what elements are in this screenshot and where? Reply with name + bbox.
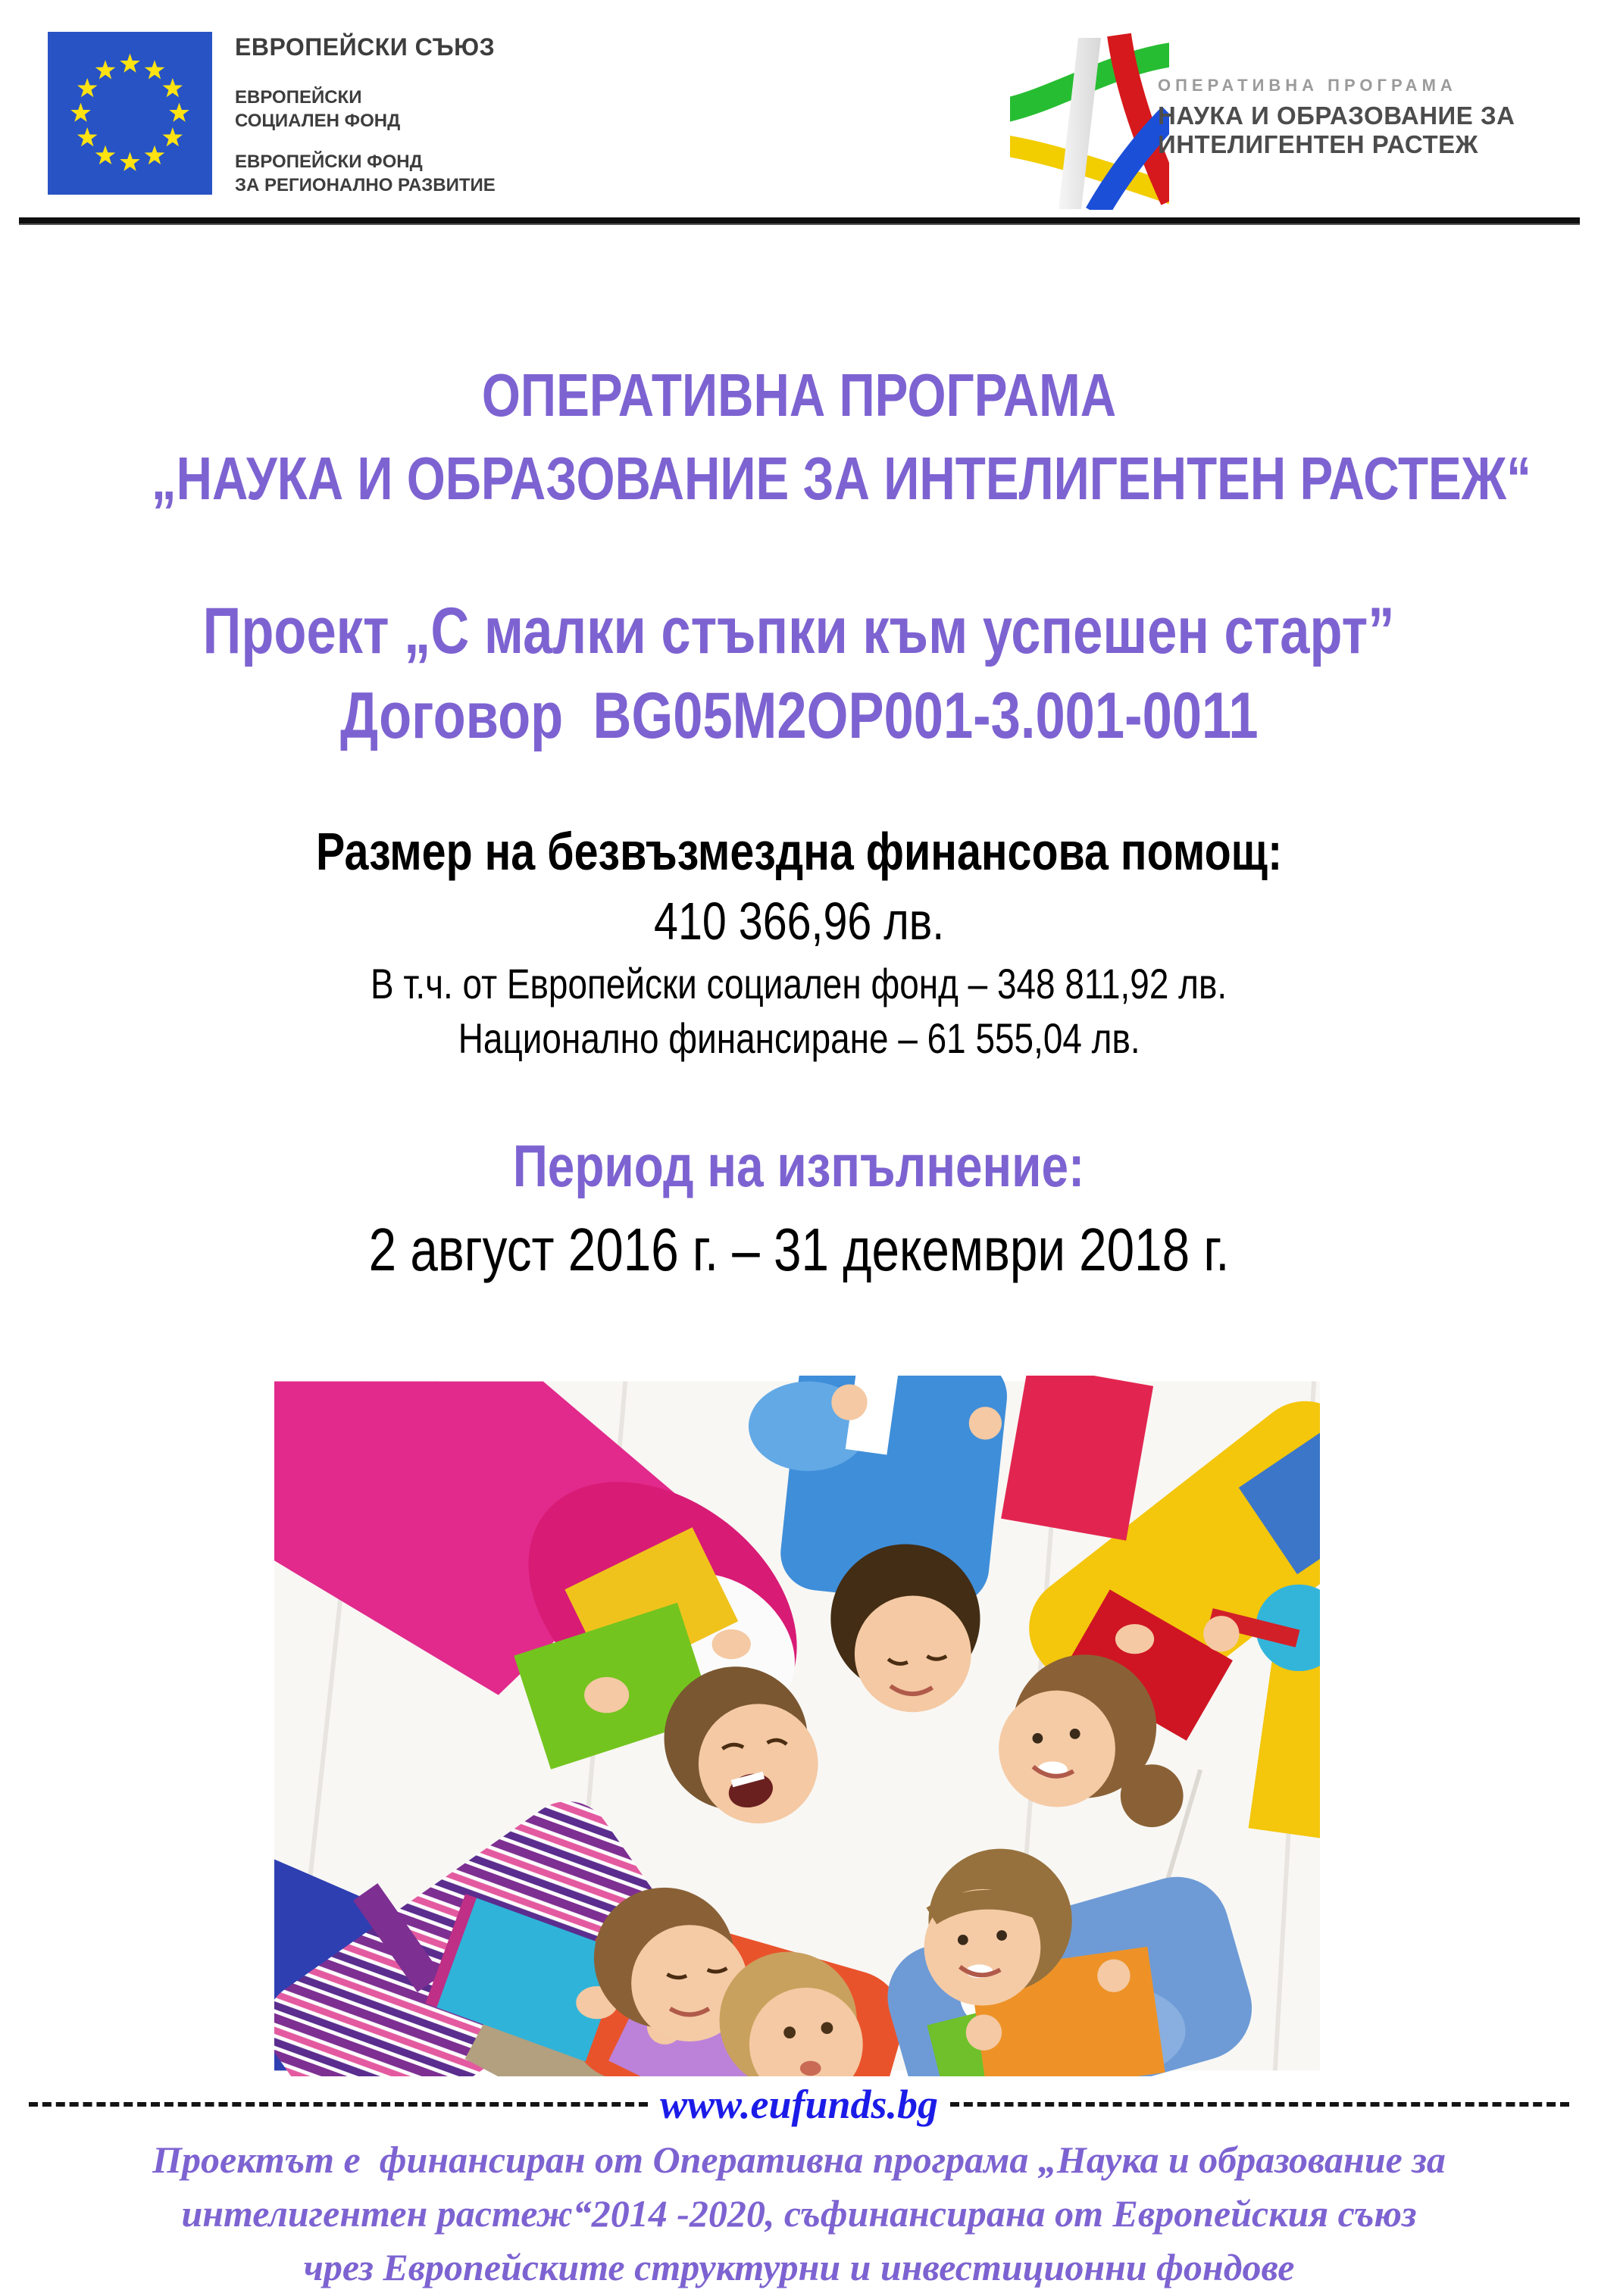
funding-disclaimer (0, 2133, 1598, 2294)
op-logo-title-line2: ИНТЕЛИГЕНТЕН РАСТЕЖ (1158, 130, 1478, 158)
contract-number: Договор BG05M2OP001-3.001-0011 (339, 679, 1259, 752)
dash-line-right (950, 2102, 1569, 2107)
op-logo-text (1158, 76, 1515, 159)
grant-esf-share: В т.ч. от Европейски социален фонд – 348 811,92 лв. (371, 960, 1227, 1007)
eu-union-label: ЕВРОПЕЙСКИ СЪЮЗ (235, 33, 496, 61)
disclaimer-line2: интелигентен растеж“2014 -2020, съфинансирана от Европейския съюз (181, 2192, 1417, 2235)
esf-label-line1: ЕВРОПЕЙСКИ (235, 87, 362, 108)
program-title-line1: ОПЕРАТИВНА ПРОГРАМА (481, 361, 1117, 429)
op-programme-logo-icon (1010, 17, 1169, 210)
eu-flag-icon (48, 32, 212, 195)
program-title-line2: „НАУКА И ОБРАЗОВАНИЕ ЗА ИНТЕЛИГЕНТЕН РАСТЕЖ“ (151, 445, 1531, 512)
period-heading: Период на изпълнение: (513, 1132, 1085, 1199)
erdf-label-line1: ЕВРОПЕЙСКИ ФОНД (235, 152, 423, 172)
grant-heading: Размер на безвъзмездна финансова помощ: (315, 822, 1283, 881)
children-photo (274, 1376, 1320, 2076)
period-value: 2 август 2016 г. – 31 декември 2018 г. (368, 1216, 1230, 1283)
eufunds-link[interactable]: www.eufunds.bg (659, 2082, 939, 2127)
erdf-label-line2: ЗА РЕГИОНАЛНО РАЗВИТИЕ (235, 175, 496, 195)
website-separator (29, 2080, 1569, 2129)
grant-national-share: Национално финансиране – 61 555,04 лв. (458, 1014, 1140, 1062)
grant-total: 410 366,96 лв. (653, 892, 945, 951)
dash-line-left (29, 2102, 648, 2107)
disclaimer-line1: Проектът е финансиран от Оперативна програма „Наука и образование за (152, 2138, 1446, 2181)
eu-logo-text (235, 33, 496, 197)
op-logo-small-label: ОПЕРАТИВНА ПРОГРАМА (1158, 76, 1457, 95)
project-title: Проект „С малки стъпки към успешен старт” (203, 595, 1395, 667)
op-logo-title-line1: НАУКА И ОБРАЗОВАНИЕ ЗА (1158, 102, 1515, 130)
disclaimer-line3: чрез Европейските структурни и инвестиционни фондове (303, 2246, 1295, 2288)
header-divider (19, 217, 1580, 225)
esf-label-line2: СОЦИАЛЕН ФОНД (235, 111, 401, 131)
